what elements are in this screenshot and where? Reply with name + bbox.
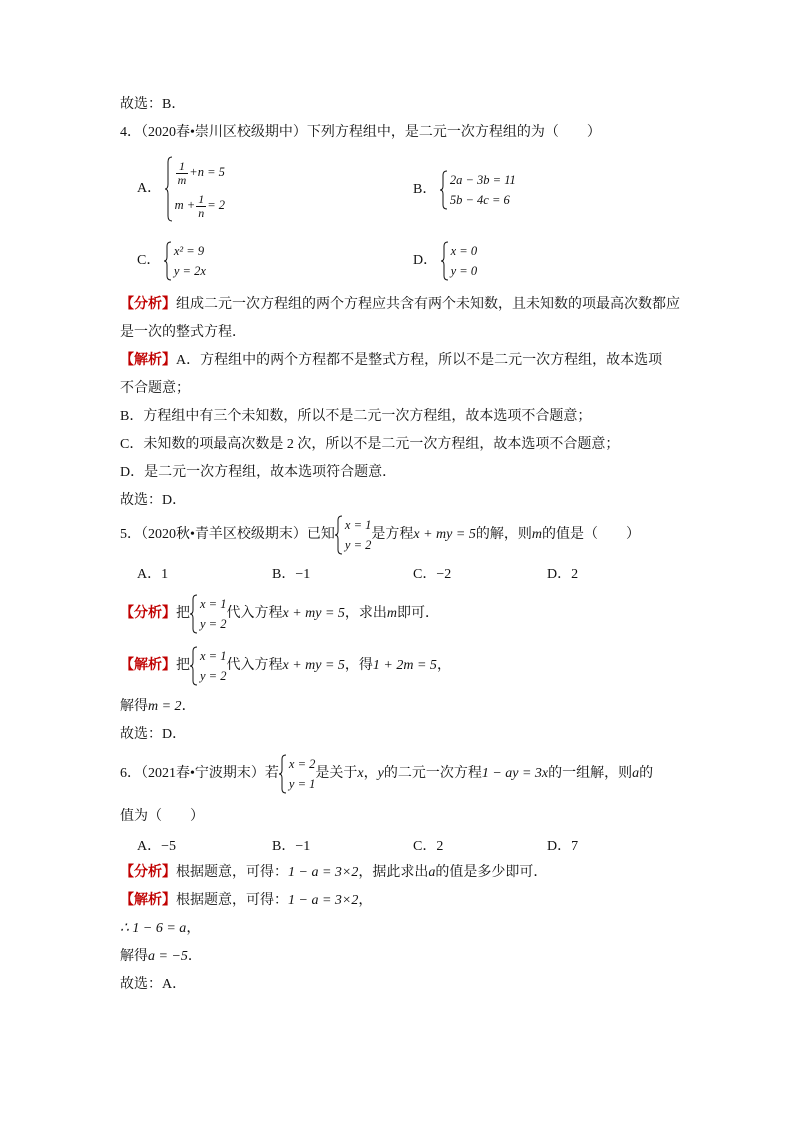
- q4-option-d-label: D．: [413, 253, 438, 269]
- q6-option-d: D．7: [547, 839, 579, 854]
- brace-icon: [190, 646, 198, 686]
- q5-stem-system: x = 1 y = 2: [335, 515, 371, 555]
- brace-icon: [335, 515, 343, 555]
- q4-solution-2: 不合题意；: [120, 381, 190, 396]
- analysis-tag: 【分析】: [120, 865, 176, 880]
- analysis-tag: 【分析】: [120, 297, 176, 312]
- q4-option-c-label: C．: [137, 253, 161, 269]
- q6-stem-1: 6．（2021春•宁波期末）若 x = 2 y = 1 是关于x，y的二元一次方程1 − ay = 3x的一组解，则a的: [120, 754, 653, 794]
- fraction-1-over-m: $\frac{1}{m}$: [177, 158, 187, 187]
- q6-analysis: 【分析】根据题意，可得：1 − a = 3×2，据此求出a的值是多少即可．: [120, 865, 548, 880]
- q6-option-b: B．−1: [272, 839, 311, 854]
- q6-answer: 故选：A．: [120, 977, 187, 992]
- q4-option-c: [137, 241, 206, 281]
- q6-solution: 【解析】根据题意，可得：1 − a = 3×2，: [120, 893, 373, 908]
- brace-icon: [190, 594, 198, 634]
- solution-tag: 【解析】: [120, 353, 176, 368]
- q4-analysis-1: 【分析】组成二元一次方程组的两个方程应共含有两个未知数，且未知数的项最高次数都应: [120, 297, 680, 312]
- solution-tag: 【解析】: [120, 893, 176, 908]
- brace-icon: [164, 241, 172, 281]
- brace-icon: [440, 170, 448, 210]
- brace-icon: [165, 156, 173, 222]
- q4-analysis-2: 是一次的整式方程．: [120, 325, 246, 340]
- q6-stem-2: 值为（ ）: [120, 809, 204, 824]
- q4-stem: 4．（2020春•崇川区校级期中）下列方程组中，是二元一次方程组的为（ ）: [120, 125, 601, 140]
- q4-option-b-system: 2a − 3b = 11 5b − 4c = 6: [440, 170, 516, 210]
- q3-answer: 故选：B．: [120, 97, 186, 112]
- q4-solution-1: 【解析】A．方程组中的两个方程都不是整式方程，所以不是二元一次方程组，故本选项: [120, 353, 663, 368]
- q4-option-b: [413, 170, 516, 210]
- analysis-tag: 【分析】: [120, 606, 176, 622]
- q4-option-a: [137, 156, 225, 222]
- brace-icon: [279, 754, 287, 794]
- q5-solution-system: x = 1 y = 2: [190, 646, 226, 686]
- q5-solve: 解得m = 2．: [120, 699, 196, 714]
- q5-option-b: B．−1: [272, 567, 311, 582]
- fraction-1-over-n: $\frac{1}{n}$: [198, 191, 205, 220]
- q4-option-a-system: $\frac{1}{m}$ +n = 5 m + $\frac{1}{n}$ = 2: [165, 156, 225, 222]
- q5-option-a: A．1: [137, 567, 169, 582]
- q6-option-c: C．2: [413, 839, 444, 854]
- solution-tag: 【解析】: [120, 658, 176, 674]
- q6-solve: 解得a = −5．: [120, 949, 202, 964]
- q5-option-d: D．2: [547, 567, 579, 582]
- q6-option-a: A．−5: [137, 839, 177, 854]
- q6-step: ∴ 1 − 6 = a，: [120, 921, 201, 936]
- q4-solution-3: B．方程组中有三个未知数，所以不是二元一次方程组，故本选项不合题意；: [120, 409, 592, 424]
- q4-option-c-system: x² = 9 y = 2x: [164, 241, 206, 281]
- brace-icon: [441, 241, 449, 281]
- q4-option-d-system: x = 0 y = 0: [441, 241, 477, 281]
- q5-option-c: C．−2: [413, 567, 452, 582]
- q4-option-b-label: B．: [413, 182, 437, 198]
- q4-option-a-label: A．: [137, 181, 162, 197]
- q4-answer: 故选：D．: [120, 493, 187, 508]
- q5-answer: 故选：D．: [120, 727, 187, 742]
- q4-solution-4: C．未知数的项最高次数是 2 次，所以不是二元一次方程组，故本选项不合题意；: [120, 437, 620, 452]
- q5-stem: 5．（2020秋•青羊区校级期末）已知 x = 1 y = 2 是方程x + my = 5的解，则m的值是（ ）: [120, 515, 640, 555]
- q4-solution-5: D．是二元一次方程组，故本选项符合题意．: [120, 465, 397, 480]
- q5-analysis-system: x = 1 y = 2: [190, 594, 226, 634]
- q5-solution: 【解析】把 x = 1 y = 2 代入方程x + my = 5，得1 + 2m = 5，: [120, 646, 451, 686]
- q6-stem-system: x = 2 y = 1: [279, 754, 315, 794]
- q4-option-d: [413, 241, 477, 281]
- q5-analysis: 【分析】把 x = 1 y = 2 代入方程x + my = 5，求出m即可．: [120, 594, 439, 634]
